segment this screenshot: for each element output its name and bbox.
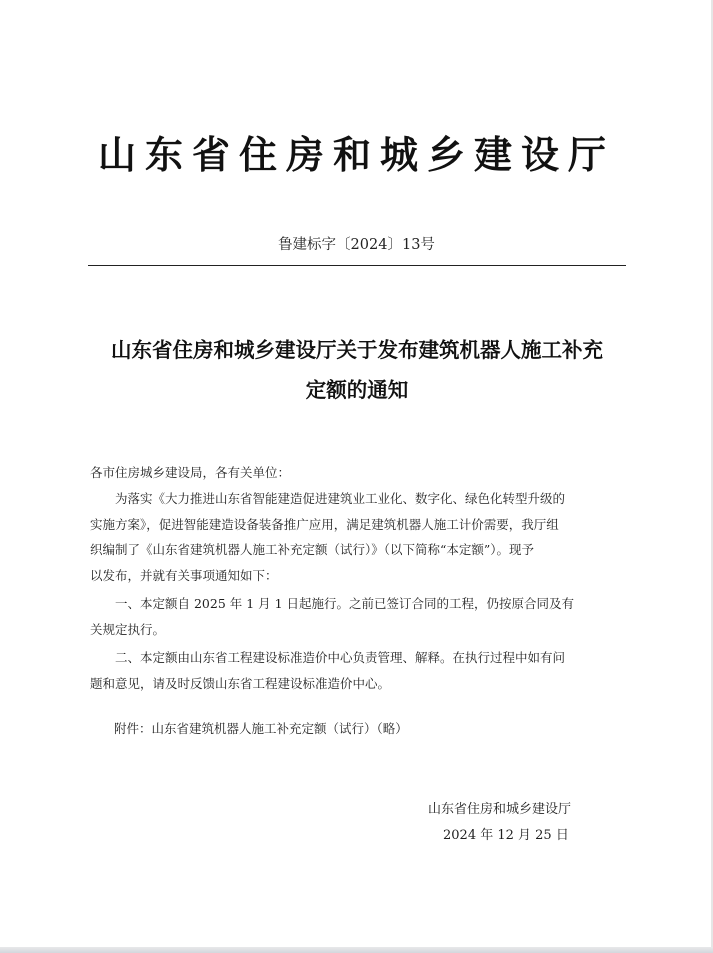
paragraph-line: 题和意见，请及时反馈山东省工程建设标准造价中心。 bbox=[90, 675, 391, 691]
document-title bbox=[88, 330, 626, 410]
paragraph-line: 一、本定额自 2025 年 1 月 1 日起施行。之前已签订合同的工程，仍按原合同及有 bbox=[115, 596, 575, 611]
paragraph-item-2 bbox=[90, 645, 628, 696]
salutation-text: 各市住房城乡建设局，各有关单位： bbox=[90, 465, 291, 480]
salutation bbox=[90, 460, 628, 486]
document-number: 鲁建标字〔2024〕13号 bbox=[278, 237, 435, 253]
signature-organization: 山东省住房和城乡建设厅 bbox=[428, 802, 572, 817]
paragraph-line: 织编制了《山东省建筑机器人施工补充定额（试行）》（以下简称“本定额”）。现予 bbox=[90, 542, 535, 557]
attachment-note: 附件：山东省建筑机器人施工补充定额（试行）（略） bbox=[114, 721, 408, 736]
paragraph-line: 实施方案》，促进智能建造设备装备推广应用，满足建筑机器人施工计价需要，我厅组 bbox=[90, 516, 559, 532]
signature-date: 2024 年 12 月 25 日 bbox=[443, 828, 569, 843]
paragraph-line: 为落实《大力推进山东省智能建造促进建筑业工业化、数字化、绿色化转型升级的 bbox=[115, 491, 566, 506]
header-divider bbox=[88, 265, 626, 266]
title-line-1: 山东省住房和城乡建设厅关于发布建筑机器人施工补充 bbox=[111, 338, 603, 362]
paragraph-intro bbox=[90, 486, 628, 588]
paragraph-line: 二、本定额由山东省工程建设标准造价中心负责管理、解释。在执行过程中如有问 bbox=[115, 650, 566, 665]
page-bottom-edge bbox=[0, 947, 713, 953]
paragraph-item-1 bbox=[90, 591, 628, 642]
title-line-2: 定额的通知 bbox=[305, 378, 409, 402]
paragraph-line: 以发布，并就有关事项通知如下： bbox=[90, 567, 278, 583]
paragraph-line: 关规定执行。 bbox=[90, 621, 166, 637]
issuing-organization-header: 山东省住房和城乡建设厅 bbox=[97, 133, 615, 177]
